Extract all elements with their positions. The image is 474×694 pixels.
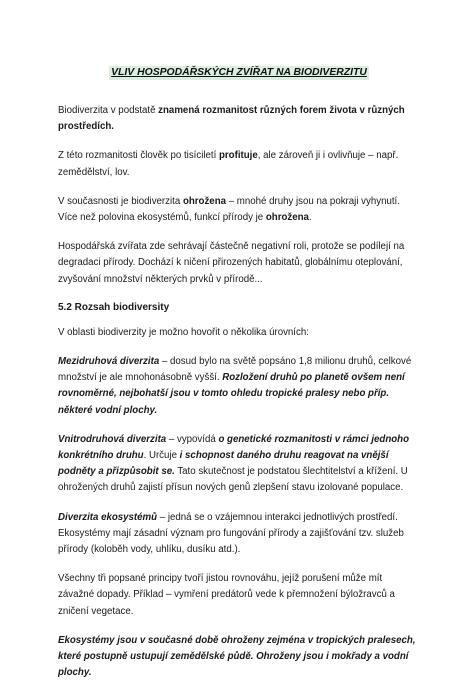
text-run: V současnosti je biodiverzita [58, 195, 183, 207]
document-body [58, 62, 420, 694]
paragraph-interspecies [58, 354, 420, 419]
bold-run: znamená rozmanitost různých forem života v různých prostředích. [58, 105, 405, 133]
bold-run: profituje [218, 150, 258, 162]
text-run: – jedná se o vzájemnou interakci jednotlivých prostředí. Ekosystémy mají zásadní význam pro fungování přírody a zajišťování tzv. služeb přírody (koloběh vody, uhlíku, dusíku atd.). [58, 511, 404, 556]
text-run: – mnohé druhy jsou na pokraji vyhynutí. Více než polovina ekosystémů, funkcí přírody je [58, 195, 400, 224]
paragraph-levels-intro: V oblasti biodiverzity je možno hovořit o několika úrovních: [58, 326, 309, 338]
bold-run: ohrožena [265, 212, 309, 224]
text-run: . [308, 212, 312, 224]
text-run: Z této rozmanitosti člověk po tisíciletí [58, 150, 219, 162]
paragraph-ecosystems [58, 510, 420, 559]
bold-italic-run: o genetické rozmanitosti v rámci jednoho konkrétního druhu [58, 433, 410, 462]
section-heading: 5.2 Rozsah biodiversity [58, 301, 170, 313]
term-label: Mezidruhová diverzita [58, 356, 160, 368]
term-label: Vnitrodruhová diverzita [58, 433, 167, 445]
paragraph-conclusion: Ekosystémy jsou v současné době ohroženy zejména v tropických pralesech, které postupně ustupují zemědělské půdě. Ohroženy jsou i mokřady a vodní plochy. [58, 634, 416, 679]
bold-run: ohrožena [182, 195, 226, 207]
paragraph-threat [58, 194, 420, 226]
document-title: VLIV HOSPODÁŘSKÝCH ZVÍŘAT NA BIODIVERZITU [111, 67, 367, 78]
bold-italic-run: Rozložení druhů po planetě ovšem není rovnoměrné, nejbohatší jsou v tomto ohledu tropické pralesy nebo příp. některé vodní plochy. [58, 372, 405, 416]
text-run: Biodiverzita v podstatě [58, 105, 159, 116]
paragraph-balance: Všechny tři popsané principy tvoří jistou rovnováhu, jejíž porušení může mít závažné dopady. Příklad – vymření predátorů vede k přemnožení býložravců a zničení vegetace. [58, 573, 395, 617]
term-label: Diverzita ekosystémů [58, 511, 158, 523]
text-run: – dosud bylo na světě popsáno 1,8 milionu druhů, celkové množství je ale mnohonásobně vyšší. [58, 356, 412, 384]
paragraph-profit [58, 148, 420, 180]
text-run: – vypovídá [166, 433, 219, 445]
text-run: Tato skutečnost je podstatou šlechtitelství a křížení. U ohrožených druhů zajistí přísun nových genů zlepšení stavu izolované populace. [58, 466, 408, 494]
text-run: . Určuje [143, 450, 180, 462]
paragraph-intraspecies [58, 432, 420, 497]
paragraph-definition [58, 103, 420, 135]
text-run: , ale zároveň ji i ovlivňuje – např. zemědělství, lov. [58, 150, 399, 178]
title-block [58, 62, 420, 80]
paragraph-livestock: Hospodářská zvířata zde sehrávají částečně negativní roli, protože se podílejí na degradaci přírody. Dochází k ničení přirozených habitatů, globálnímu oteplování, zvyšování množství některých prvků v přírodě... [58, 241, 405, 285]
bold-italic-run: i schopnost daného druhu reagovat na vnější podněty a přizpůsobit se. [58, 450, 389, 478]
